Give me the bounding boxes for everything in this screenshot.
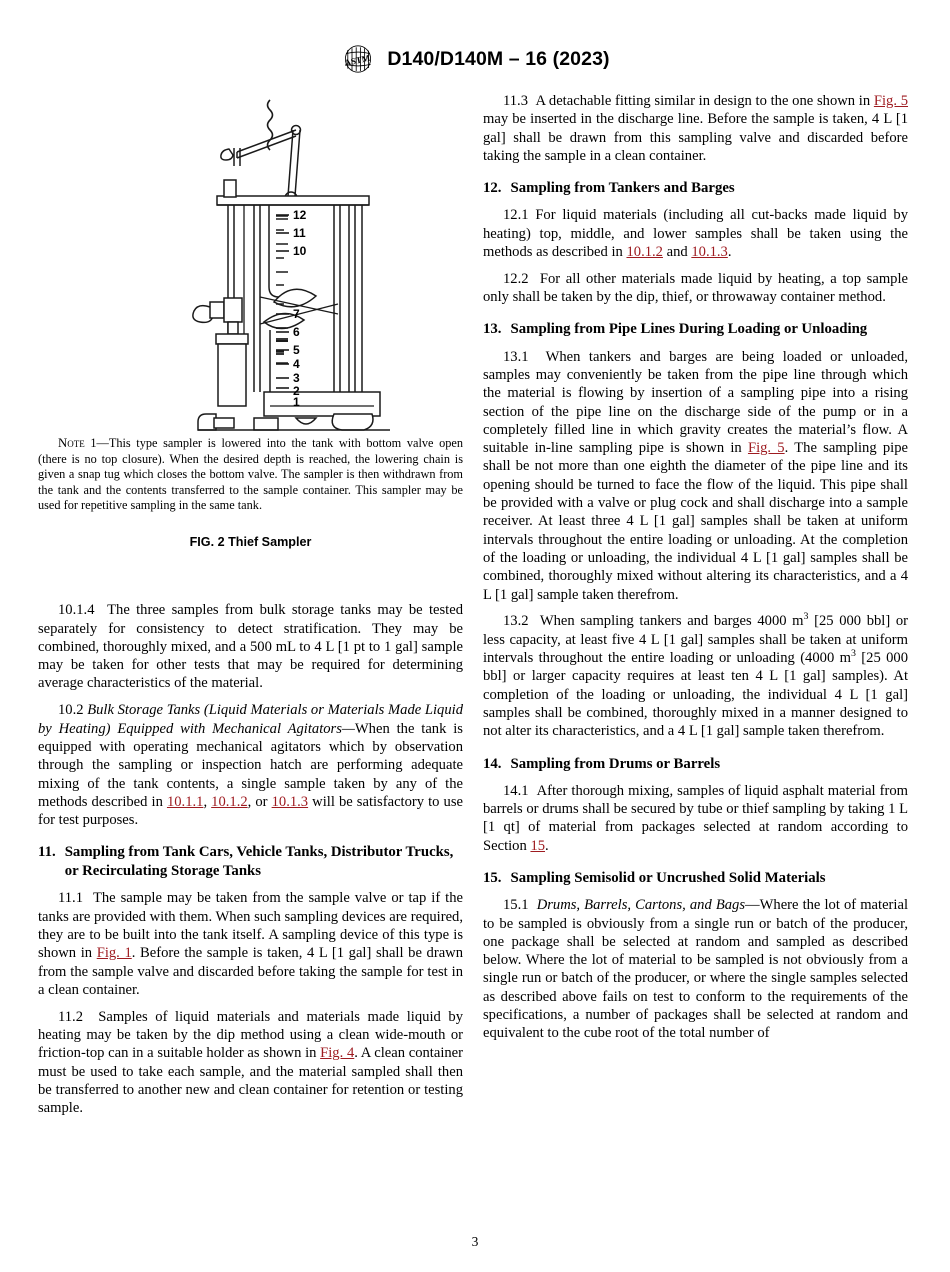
- svg-text:10: 10: [293, 244, 307, 258]
- section-number: 15.: [483, 870, 502, 887]
- thief-sampler-diagram: [38, 92, 463, 432]
- figure-2-block: [38, 92, 463, 551]
- cross-reference-fig-4[interactable]: Fig. 4: [320, 1045, 355, 1062]
- section-heading-14: [483, 755, 908, 774]
- paragraph-text-a: When sampling tankers and barges 4000 m: [539, 613, 804, 630]
- svg-text:ASTM: ASTM: [343, 52, 372, 68]
- section-heading-11: [38, 843, 463, 880]
- paragraph-text-b: [25 000 bbl] or less capacity, at least five 4 L [1 gal] samples shall be taken at uniform intervals throughout the entire loading or unloading (4000 m: [483, 613, 909, 667]
- paragraph-number: 11.3: [503, 93, 528, 109]
- section-heading-12: [483, 179, 908, 198]
- svg-text:4: 4: [293, 357, 300, 371]
- paragraph-text-a: Samples of liquid materials and materials made liquid by heating may be taken by the dip method using a clean wide-mouth or friction-top can in a suitable holder as shown in: [38, 1008, 464, 1062]
- paragraph-12-1: [483, 206, 908, 261]
- superscript-cubic-2: 3: [850, 648, 856, 660]
- section-title: Sampling from Tankers and Barges: [510, 180, 735, 197]
- paragraph-italic-title: Bulk Storage Tanks (Liquid Materials or Materials Made Liquid by Heating) Equipped with Mechanical Agitators: [38, 702, 463, 737]
- separator: ,: [203, 793, 212, 810]
- paragraph-10-2: [38, 701, 463, 829]
- figure-note: [38, 436, 463, 513]
- separator: and: [662, 244, 692, 261]
- section-number: 11.: [38, 844, 56, 861]
- paragraph-text-b: .: [545, 837, 549, 854]
- cross-reference-10-1-1[interactable]: 10.1.1: [166, 793, 204, 810]
- page-number: 3: [471, 1234, 479, 1249]
- paragraph-text-b: .: [727, 244, 732, 261]
- svg-text:2: 2: [293, 384, 300, 398]
- figure-scale-numbers: [293, 208, 307, 409]
- note-label: Note: [58, 436, 85, 450]
- svg-text:12: 12: [293, 208, 307, 222]
- paragraph-text-c: [25 000 bbl] or larger capacity requires at least ten 4 L [1 gal] samples). At completion of the loading or unloading, the individual 4 L [1 gal] samples shall be combined, thoroughly mixed in a manner designed to not alter its characteristics, and a 4 L [1 gal] sample taken therefrom.: [483, 650, 908, 740]
- figure-spacer: [38, 551, 463, 601]
- cross-reference-fig-5[interactable]: Fig. 5: [873, 93, 909, 109]
- cross-reference-10-1-3[interactable]: 10.1.3: [691, 244, 728, 261]
- section-heading-13: [483, 320, 908, 339]
- paragraph-11-1: [38, 889, 463, 999]
- paragraph-number: 10.2: [58, 702, 84, 719]
- section-title: Sampling from Pipe Lines During Loading or Unloading: [510, 321, 868, 338]
- paragraph-text-a: For liquid materials (including all cut-backs made liquid by heating) top, middle, and lower samples shall be taken using the methods as described in: [483, 207, 908, 261]
- paragraph-number: 13.1: [503, 348, 529, 365]
- em-dash: —: [341, 720, 355, 737]
- note-text: This type sampler is lowered into the tank with bottom valve open (there is no top closure). When the desired depth is reached, the lowering chain is given a snap tug which closes the bottom valve. The sampler is then withdrawn from the tank and the contents transferred to the sample container. This sampler may be used for repetitive sampling in the same tank.: [38, 436, 463, 513]
- paragraph-number: 13.2: [503, 613, 529, 630]
- paragraph-text: Where the lot of material to be sampled is obviously from a single run or batch of the producer, one package shall be selected at random and sampled as described below. Where the lot of material to be sampled is not obviously from a single run or batch of the producer, or where the single samples selected as described above fails on test to conform to the requirements of the specifications, a number of packages shall be selected at random and equivalent to the cube root of the total number of: [483, 897, 908, 1042]
- svg-text:1: 1: [293, 395, 300, 409]
- em-dash: —: [745, 897, 760, 914]
- left-column: [38, 92, 463, 1126]
- paragraph-text-a: A detachable fitting similar in design to the one shown in: [535, 93, 874, 109]
- svg-text:5: 5: [293, 343, 300, 357]
- paragraph-text-b: may be inserted in the discharge line. Before the sample is taken, 4 L [1 gal] shall be drawn from this sampling valve and discarded before taking the sample in a clean container.: [483, 111, 908, 164]
- cross-reference-fig-1[interactable]: Fig. 1: [96, 945, 132, 962]
- paragraph-italic-title: Drums, Barrels, Cartons, and Bags: [536, 897, 746, 914]
- svg-text:7: 7: [293, 307, 300, 321]
- paragraph-text-b: . A clean container must be used to take each sample, and the material sampled shall then be transferred to another new and clean container for retention or testing sample.: [38, 1045, 464, 1117]
- paragraph-11-2: [38, 1008, 463, 1118]
- svg-text:6: 6: [293, 325, 300, 339]
- paragraph-13-1: [483, 348, 908, 604]
- paragraph-number: 11.1: [58, 890, 83, 907]
- paragraph-number: 14.1: [503, 782, 529, 799]
- page-header: [0, 44, 950, 74]
- svg-text:11: 11: [293, 226, 306, 240]
- figure-caption: FIG. 2 Thief Sampler: [189, 535, 312, 550]
- paragraph-14-1: [483, 782, 908, 855]
- paragraph-text-b: . Before the sample is taken, 4 L [1 gal] shall be drawn from the sample valve and discarded before taking the sample for test in a clean container.: [38, 945, 464, 998]
- cross-reference-10-1-2[interactable]: 10.1.2: [211, 793, 248, 810]
- paragraph-15-1: [483, 896, 908, 1043]
- astm-logo: [340, 44, 376, 74]
- page-title: D140/D140M – 16 (2023): [387, 47, 610, 70]
- cross-reference-10-1-3[interactable]: 10.1.3: [271, 793, 309, 810]
- svg-text:3: 3: [293, 371, 300, 385]
- cross-reference-fig-5[interactable]: Fig. 5: [747, 440, 785, 457]
- right-column: [483, 92, 908, 1043]
- separator: , or: [247, 793, 272, 810]
- paragraph-text-a: The sample may be taken from the sample valve or tap if the tanks are provided with them. When such sampling devices are required, they are to be built into the tank itself. A sampling device of this type is shown in: [38, 890, 463, 962]
- paragraph-number: 12.2: [503, 270, 529, 287]
- paragraph-text-a: After thorough mixing, samples of liquid asphalt material from barrels or drums shall be secured by tube or thief sampling by taking 1 L [1 qt] of material from packages selected at random according to Section: [483, 782, 908, 854]
- paragraph-12-2: [483, 270, 908, 307]
- paragraph-11-3: [483, 92, 908, 165]
- paragraph-text: For all other materials made liquid by heating, a top sample only shall be taken by the dip, thief, or throwaway container method.: [483, 270, 909, 306]
- cross-reference-10-1-2[interactable]: 10.1.2: [626, 244, 663, 261]
- section-heading-15: [483, 869, 908, 888]
- paragraph-text-b: . The sampling pipe shall be not more than one eighth the diameter of the pipe line and its opening should be turned to face the flow of the liquid. This pipe shall be provided with a valve or plug cock and shall discharge into a sample receiver. At least three 4 L [1 gal] samples shall be taken at uniform intervals throughout the entire loading or unloading. At the completion of the loading or unloading, the individual 4 L [1 gal] samples shall be combined, thoroughly mixed without altering its characteristics, and a 4 L [1 gal] sample taken therefrom.: [483, 440, 909, 603]
- paragraph-text-b: will be satisfactory to use for test purposes.: [38, 793, 464, 829]
- paragraph-number: 15.1: [503, 897, 529, 914]
- superscript-cubic-1: 3: [803, 611, 809, 623]
- paragraph-text: The three samples from bulk storage tanks may be tested separately for consistency to detect stratification. They may be combined, thoroughly mixed, and a 500 mL to 4 L [1 pt to 1 gal] sample may be taken for other tests that may be required for determining average characteristics of the material.: [38, 602, 463, 692]
- note-number: 1—: [84, 436, 109, 450]
- section-number: 13.: [483, 321, 502, 338]
- cross-reference-section-15[interactable]: 15: [530, 837, 546, 854]
- paragraph-10-1-4: [38, 601, 463, 693]
- paragraph-number: 11.2: [58, 1008, 83, 1025]
- section-title: Sampling from Tank Cars, Vehicle Tanks, Distributor Trucks, or Recirculating Storage Tanks: [64, 844, 454, 880]
- paragraph-text-a: When the tank is equipped with operating mechanical agitators which by observation through the sampling or inspection hatch are performing adequate mixing of the tank contents, a single sample taken by any of the methods described in: [38, 720, 463, 810]
- section-number: 14.: [483, 755, 502, 772]
- paragraph-number: 10.1.4: [58, 602, 95, 619]
- paragraph-13-2: [483, 612, 908, 740]
- section-title: Sampling from Drums or Barrels: [510, 755, 721, 772]
- paragraph-text-a: When tankers and barges are being loaded or unloaded, samples may conveniently be taken from the pipe line through which the material is flowing by insertion of a sampling pipe into a rising section of the pipe line on the discharge side of the pump or in a completely filled line in which gravity creates the material’s flow. A suitable in-line sampling pipe is shown in: [483, 348, 908, 457]
- section-title: Sampling Semisolid or Uncrushed Solid Materials: [510, 870, 826, 887]
- paragraph-number: 12.1: [503, 207, 529, 224]
- section-number: 12.: [483, 180, 502, 197]
